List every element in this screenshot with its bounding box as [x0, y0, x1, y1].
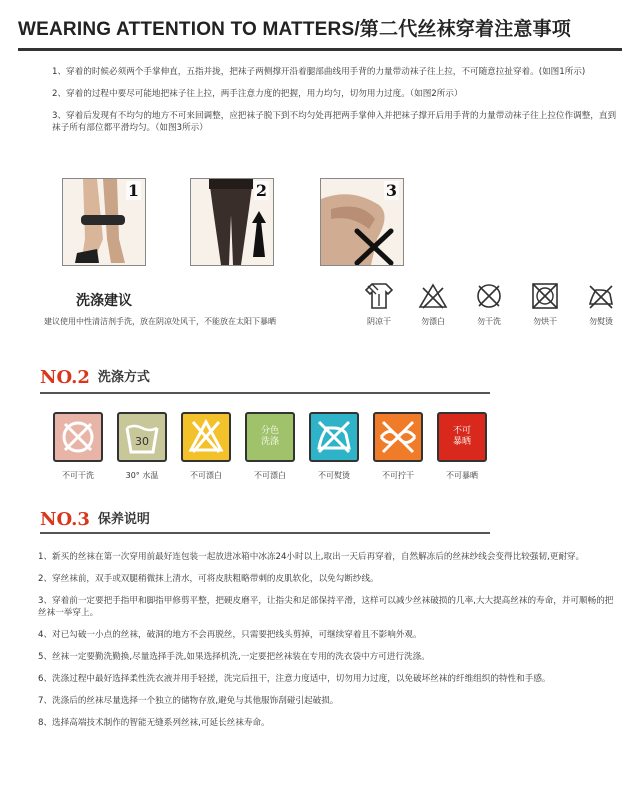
page-title: WEARING ATTENTION TO MATTERS/第二代丝袜穿着注意事项 [18, 19, 571, 40]
care-item: 2、穿丝袜前，双手或双腿稍微抹上清水，可将皮肤粗略带刺的皮肌软化，以免勾断纱线。 [38, 574, 379, 584]
care-symbol-label: 不可拧干 [382, 471, 414, 480]
wash-symbol-label: 勿熨烫 [589, 317, 613, 326]
care-item: 8、选择高端技术制作的智能无缝系列丝袜,可延长丝袜寿命。 [38, 718, 270, 728]
care-symbol-label: 30° 水温 [125, 471, 159, 480]
instruction-item: 1、穿着的时候必须两个手掌伸直，五指并拢，把袜子两侧撑开沿着腿部曲线用手背的力量带动袜子往上拉，不可随意拉扯穿着。(如图1所示) [52, 67, 586, 77]
care-item: 1、新买的丝袜在第一次穿用前最好连包装一起放进冰箱中冰冻24小时以上,取出一天后再穿着，自然解冻后的丝袜纱线会变得比较强韧,更耐穿。 [38, 552, 585, 562]
care-symbol [434, 412, 490, 481]
instruction-item: 3、穿着后发现有不均匀的地方不可来回调整，应把袜子脱下到不均匀处再把两手掌伸入并把袜子撑开后用手背的力量带动袜子往上拉位作调整，直到袜子所有部位都平滑均匀。（如图3所示） [52, 111, 617, 133]
section-label: 保养说明 [97, 512, 150, 527]
care-instructions [38, 551, 618, 739]
no-sun-icon [437, 412, 487, 462]
care-item: 4、对已勾破一小点的丝袜，破洞的地方不会再脱丝，只需要把线头剪掉，可继续穿着且不影响外观。 [38, 630, 422, 640]
section-2-divider [40, 392, 490, 394]
section-2-title [40, 366, 150, 388]
care-item: 5、丝袜一定要勤洗勤换,尽量选择手洗,如果选择机洗,一定要把丝袜装在专用的洗衣袋中方可进行洗涤。 [38, 652, 430, 662]
figure-number: 2 [255, 181, 267, 200]
wash-symbol-label: 勿烘干 [533, 317, 557, 326]
no-iron-icon [586, 282, 616, 310]
care-item: 6、洗涤过程中最好选择柔性洗衣液并用手轻搓，洗完后扭干，注意力度适中，切勿用力过度，以免破坏丝袜的纤维组织的特性和手感。 [38, 674, 551, 684]
wash-method-icons [50, 412, 500, 482]
section-label: 洗涤方式 [97, 370, 150, 385]
wash-symbol [522, 282, 568, 327]
section-number: NO.2 [40, 367, 90, 388]
wash-advice-text: 建议使用中性清洁剂手洗，放在阴凉处风干，不能放在太阳下暴晒 [44, 317, 276, 326]
wash-symbol-label: 勿漂白 [421, 317, 445, 326]
instruction-item: 2、穿着的过程中要尽可能地把袜子往上拉，两手注意力度的把握，用力均匀，切勿用力过度。（如图2所示） [52, 89, 463, 99]
care-symbol-text: 不可 暴晒 [452, 426, 471, 447]
care-symbol-text: 30 [135, 435, 149, 448]
figure-2 [190, 178, 274, 266]
wash-symbol [466, 282, 512, 327]
section-number: NO.3 [40, 509, 90, 530]
wash-symbol-label: 阴凉干 [367, 317, 391, 326]
care-symbol [306, 412, 362, 481]
no-dry-clean-icon [474, 282, 504, 310]
no-bleach-icon [181, 412, 231, 462]
no-wring-icon [373, 412, 423, 462]
care-item: 7、洗涤后的丝袜尽量选择一个独立的储物存放,避免与其他服饰刮碰引起破损。 [38, 696, 339, 706]
care-symbol-text: 分色 洗涤 [260, 426, 279, 447]
no-iron-icon [309, 412, 359, 462]
wash-symbol-label: 勿干洗 [477, 317, 501, 326]
header [18, 14, 622, 41]
care-symbol-label: 不可暴晒 [446, 471, 478, 480]
wash-30-icon [117, 412, 167, 462]
wash-symbols [356, 282, 626, 332]
care-symbol-label: 不可漂白 [254, 471, 286, 480]
wash-symbol [356, 282, 402, 327]
care-symbol-label: 不可熨烫 [318, 471, 350, 480]
figure-1 [62, 178, 146, 266]
instruction-figures [62, 178, 602, 268]
figure-3 [320, 178, 404, 266]
wash-advice-title: 洗涤建议 [76, 293, 132, 309]
figure-number: 3 [385, 181, 397, 200]
separate-wash-icon [245, 412, 295, 462]
wash-symbol [410, 282, 456, 327]
no-tumble-dry-icon [530, 282, 560, 310]
wearing-instructions [52, 66, 618, 144]
header-divider [18, 48, 622, 51]
section-3-divider [40, 532, 490, 534]
care-symbol [114, 412, 170, 481]
section-3-title [40, 508, 150, 530]
wash-symbol [578, 282, 624, 327]
care-symbol [242, 412, 298, 481]
no-bleach-icon [418, 282, 448, 310]
care-symbol [370, 412, 426, 481]
care-item: 3、穿着前一定要把手指甲和脚指甲修剪平整，把硬皮磨平，让指尖和足部保持平滑，这样可以减少丝袜破损的几率,大大提高丝袜的寿命，并可顺畅的把丝袜一举穿上。 [38, 596, 614, 618]
care-symbol [50, 412, 106, 481]
care-symbol [178, 412, 234, 481]
shade-dry-icon [364, 282, 394, 310]
figure-number: 1 [127, 181, 139, 200]
care-symbol-label: 不可漂白 [190, 471, 222, 480]
care-symbol-label: 不可干洗 [62, 471, 94, 480]
no-dry-clean-icon [53, 412, 103, 462]
